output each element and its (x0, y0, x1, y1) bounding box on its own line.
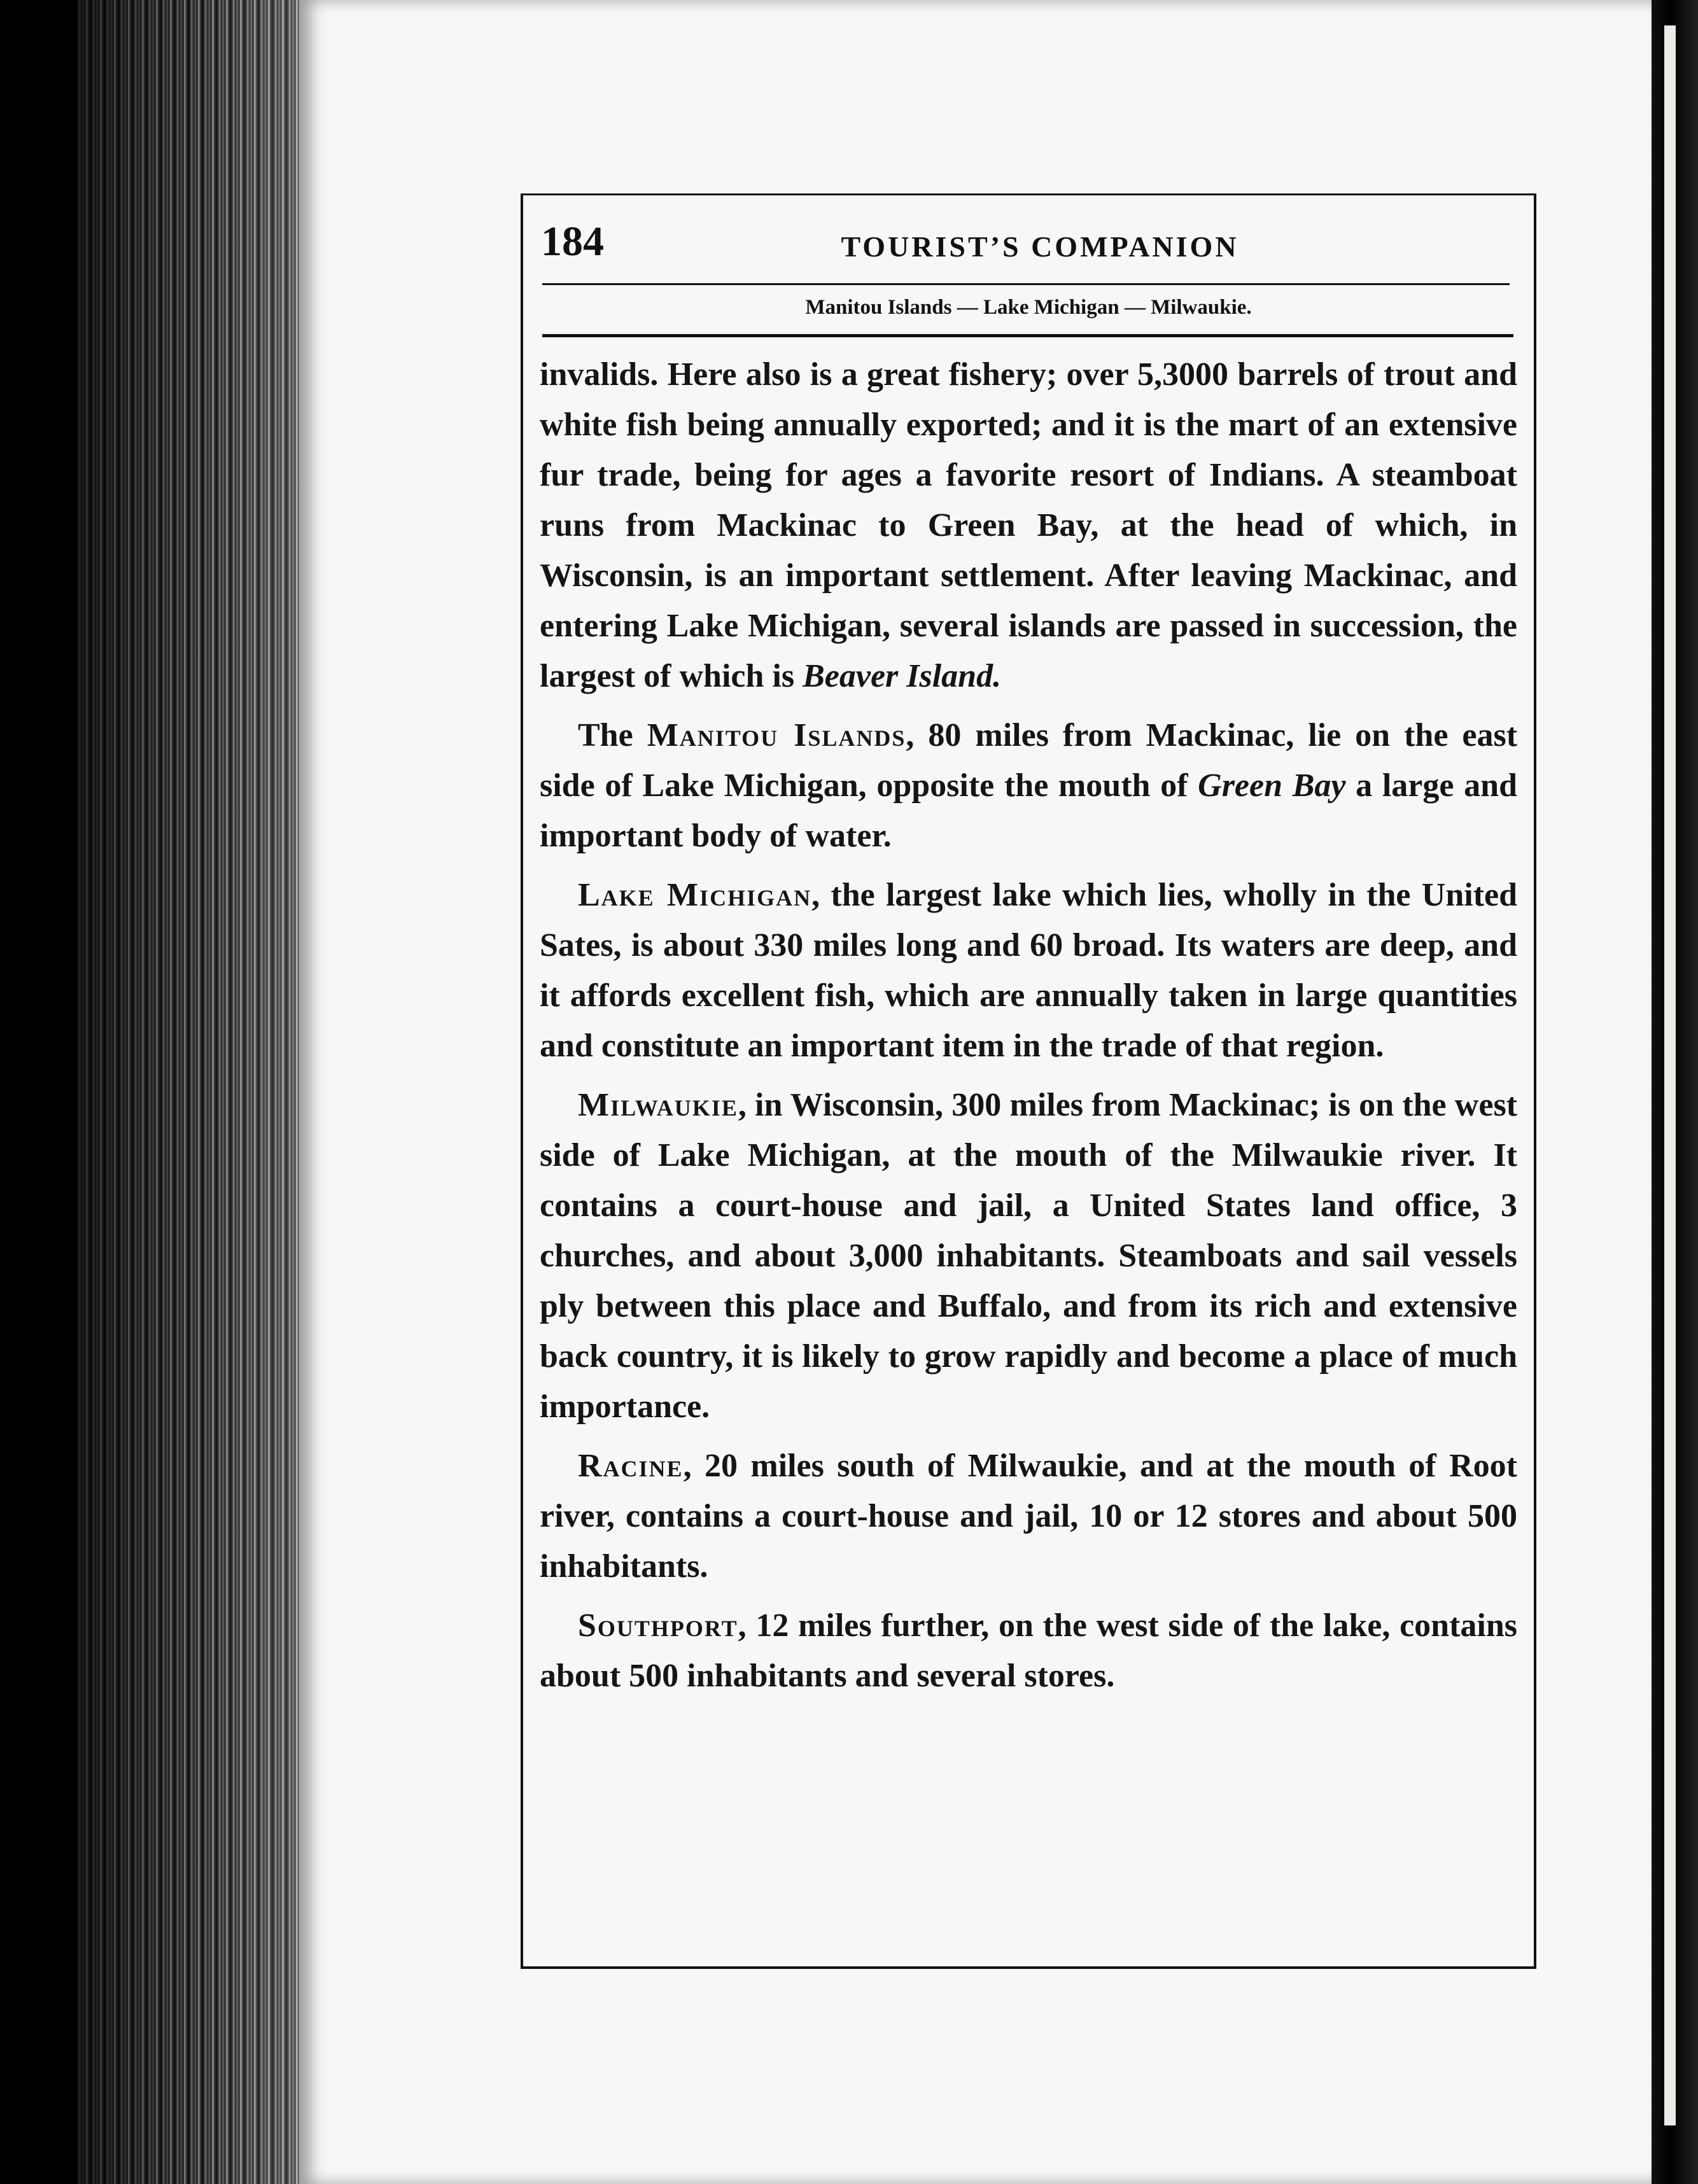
paragraph-milwaukie (540, 1080, 1517, 1432)
paragraph-text: invalids. Here also is a great fishery; over 5,3000 barrels of trout and white fish being annually exported; and it is the mart of an extensive fur trade, being for ages a favorite resort of Indians. A steamboat runs from Mackinac to Green Bay, at the head of which, in Wisconsin, is an important settlement. After leaving Mackinac, and entering Lake Michigan, several islands are passed in succession, the largest of which is (540, 356, 1517, 694)
paragraph-text: The (578, 717, 647, 753)
place-heading: Southport (578, 1607, 738, 1644)
paragraph-text: , in Wisconsin, 300 miles from Mackinac; is on the west side of Lake Michigan, at the mouth of the Milwaukie river. It contains a court-house and jail, a United States land office, 3 churches, and about 3,000 inhabitants. Steamboats and sail vessels ply between this place and Buffalo, and from its rich and extensive back country, it is likely to grow rapidly and become a place of much importance. (540, 1087, 1517, 1425)
paragraph-text: , 12 miles further, on the west side of the lake, contains about 500 inhabitants and several stores. (540, 1607, 1517, 1694)
body-text (540, 349, 1517, 1710)
paragraph-southport (540, 1600, 1517, 1701)
facing-page-edge (1664, 25, 1676, 2125)
paragraph-racine (540, 1441, 1517, 1592)
paragraph-text: , the largest lake which lies, wholly in the United Sates, is about 330 miles long and 60 broad. Its waters are deep, and it affords excellent fish, which are annually taken in large quantities and constitute an important item in the trade of that region. (540, 877, 1518, 1064)
paragraph-invalids (540, 349, 1517, 701)
page-number: 184 (541, 218, 604, 265)
section-subheading: Manitou Islands — Lake Michigan — Milwaukie. (805, 296, 1252, 319)
place-heading: Milwaukie (578, 1087, 738, 1123)
running-title: TOURIST’S COMPANION (841, 230, 1239, 263)
place-heading: Lake Michigan (578, 877, 812, 913)
italic-place-name: Green Bay (1198, 767, 1346, 804)
page-edges-shadow (76, 0, 305, 2184)
header-rule (542, 283, 1510, 285)
place-heading: Racine (578, 1448, 684, 1484)
place-heading: Manitou Islands (647, 717, 906, 753)
text-frame (521, 193, 1536, 1969)
subheading-rule (542, 334, 1513, 337)
paragraph-text: , 20 miles south of Milwaukie, and at the mouth of Root river, contains a court-house and jail, 10 or 12 stores and about 500 inhabitants. (540, 1448, 1517, 1585)
paragraph-text: , 80 miles from Mackinac, lie on the east side of Lake Michigan, opposite the mouth of (540, 717, 1518, 804)
page-header (537, 218, 1517, 272)
paragraph-lake-michigan (540, 870, 1517, 1071)
italic-place-name: Beaver Island. (803, 658, 1002, 694)
paragraph-text: a large and important body of water. (540, 767, 1517, 854)
paragraph-manitou-islands (540, 710, 1517, 861)
